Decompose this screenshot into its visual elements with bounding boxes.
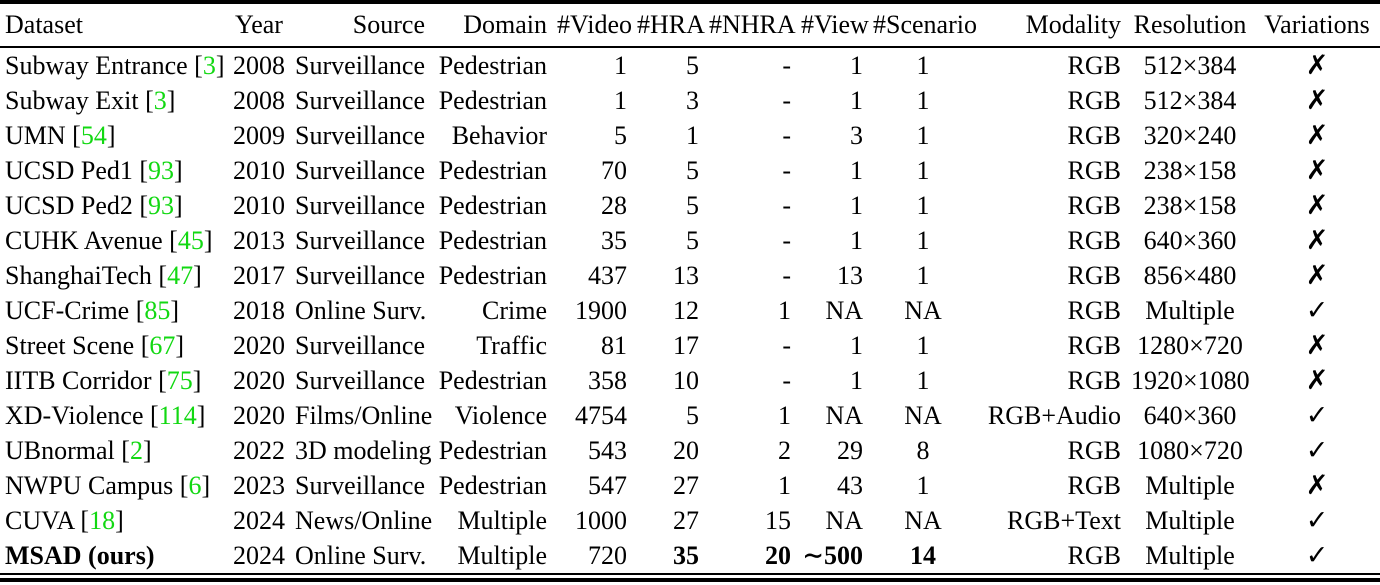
cell-resolution: Multiple — [1145, 470, 1235, 500]
cell-modality: RGB — [1067, 260, 1121, 290]
check-icon: ✓ — [1305, 400, 1329, 431]
cell-source: Surveillance — [295, 225, 425, 255]
cell-hra: 3 — [686, 85, 699, 115]
cell-video: 437 — [588, 260, 627, 290]
citation-link[interactable]: 75 — [166, 365, 193, 395]
cell-nhra: - — [782, 85, 791, 115]
cell-modality: RGB — [1067, 120, 1121, 150]
cell-dataset: ShanghaiTech [47] — [5, 260, 202, 290]
table-row — [0, 398, 1380, 433]
citation-link[interactable]: 2 — [129, 435, 143, 465]
cell-nhra: 15 — [765, 505, 791, 535]
cell-domain: Pedestrian — [438, 225, 547, 255]
cell-resolution: 856×480 — [1143, 260, 1237, 290]
cell-dataset: XD-Violence [114] — [5, 400, 206, 430]
cell-nhra: - — [782, 365, 791, 395]
cell-view: NA — [825, 400, 863, 430]
cell-dataset: IITB Corridor [75] — [5, 365, 202, 395]
dataset-name: Street Scene — [5, 330, 135, 360]
dataset-name: Subway Entrance — [5, 50, 188, 80]
cell-variations — [1254, 188, 1380, 223]
cell-variations — [1254, 118, 1380, 153]
citation-link[interactable]: 93 — [148, 190, 175, 220]
dataset-name: UBnormal — [5, 435, 115, 465]
check-icon: ✓ — [1305, 505, 1329, 536]
table-row — [0, 328, 1380, 363]
header-hra: #HRA — [632, 2, 704, 47]
table-body — [0, 47, 1380, 574]
cross-icon: ✗ — [1305, 260, 1329, 291]
cell-dataset: UCSD Ped2 [93] — [5, 190, 183, 220]
cross-icon: ✗ — [1305, 85, 1329, 116]
cell-hra: 5 — [686, 225, 699, 255]
cell-view: NA — [825, 505, 863, 535]
citation-link[interactable]: 6 — [188, 470, 202, 500]
cell-hra: 5 — [686, 155, 699, 185]
dataset-name: XD-Violence — [5, 400, 144, 430]
citation-link[interactable]: 3 — [202, 50, 216, 80]
cell-modality: RGB+Audio — [987, 400, 1121, 430]
cell-source: Online Surv. — [295, 540, 427, 570]
cell-domain: Multiple — [457, 540, 547, 570]
cell-domain: Pedestrian — [438, 435, 547, 465]
citation-link[interactable]: 47 — [167, 260, 194, 290]
dataset-name: UCF-Crime — [5, 295, 130, 325]
dataset-name: CUHK Avenue — [5, 225, 163, 255]
cell-video: 1 — [614, 85, 627, 115]
cross-icon: ✗ — [1305, 120, 1329, 151]
cell-source: Films/Online — [295, 400, 433, 430]
cell-scenario: 1 — [916, 190, 930, 220]
cell-nhra: 2 — [778, 435, 791, 465]
cell-year: 2008 — [233, 50, 285, 80]
citation-link[interactable]: 45 — [177, 225, 204, 255]
cell-source: Surveillance — [295, 85, 425, 115]
table-row — [0, 468, 1380, 503]
cell-hra: 27 — [673, 470, 699, 500]
cell-view: 43 — [837, 470, 863, 500]
cell-video: 35 — [601, 225, 627, 255]
cell-view: 3 — [850, 120, 863, 150]
cell-source: 3D modeling — [295, 435, 432, 465]
cell-resolution: Multiple — [1145, 295, 1235, 325]
cell-hra: 12 — [673, 295, 699, 325]
cell-dataset: Subway Entrance [3] — [5, 50, 225, 80]
cell-year: 2008 — [233, 85, 285, 115]
cell-year: 2013 — [233, 225, 285, 255]
cell-hra: 1 — [686, 120, 699, 150]
cell-resolution: 512×384 — [1143, 50, 1237, 80]
cell-resolution: 512×384 — [1143, 85, 1237, 115]
check-icon: ✓ — [1305, 435, 1329, 466]
cell-resolution: 640×360 — [1143, 225, 1237, 255]
header-variations: Variations — [1254, 2, 1380, 47]
cell-resolution: 640×360 — [1143, 400, 1237, 430]
header-modality: Modality — [978, 2, 1126, 47]
cell-variations — [1254, 328, 1380, 363]
cell-video: 5 — [614, 120, 627, 150]
cell-scenario: 1 — [916, 225, 930, 255]
cell-dataset: UCF-Crime [85] — [5, 295, 180, 325]
cell-variations — [1254, 47, 1380, 83]
cell-dataset: UBnormal [2] — [5, 435, 152, 465]
check-icon: ✓ — [1305, 540, 1329, 571]
cell-dataset: NWPU Campus [6] — [5, 470, 211, 500]
cell-hra: 17 — [673, 330, 699, 360]
cell-source: Surveillance — [295, 470, 425, 500]
cell-source: Surveillance — [295, 365, 425, 395]
cell-year: 2024 — [233, 540, 285, 570]
cell-variations — [1254, 223, 1380, 258]
cell-resolution: 1080×720 — [1137, 435, 1243, 465]
cell-dataset — [0, 538, 228, 574]
cell-resolution: 1920×1080 — [1131, 365, 1250, 395]
cell-nhra: 1 — [778, 470, 791, 500]
citation-link[interactable]: 18 — [89, 505, 116, 535]
cell-video: 70 — [601, 155, 627, 185]
cell-source: News/Online — [295, 505, 433, 535]
cell-video: 543 — [588, 435, 627, 465]
table-row — [0, 258, 1380, 293]
check-icon: ✓ — [1305, 295, 1329, 326]
cell-hra: 5 — [686, 50, 699, 80]
cell-year: 2022 — [233, 435, 285, 465]
cell-scenario: 1 — [916, 120, 930, 150]
dataset-name: UCSD Ped2 — [5, 190, 133, 220]
cell-year: 2024 — [233, 505, 285, 535]
cell-nhra: - — [782, 190, 791, 220]
cell-modality: RGB — [1067, 190, 1121, 220]
cell-year: 2020 — [233, 365, 285, 395]
cell-modality: RGB — [1067, 225, 1121, 255]
cell-video: 81 — [601, 330, 627, 360]
cross-icon: ✗ — [1305, 50, 1329, 81]
cell-dataset: UCSD Ped1 [93] — [5, 155, 183, 185]
cell-scenario: 1 — [916, 365, 930, 395]
cell-hra: 10 — [673, 365, 699, 395]
cell-domain: Pedestrian — [438, 155, 547, 185]
cell-variations — [1254, 293, 1380, 328]
cell-resolution: Multiple — [1145, 505, 1235, 535]
cell-video: 4754 — [575, 400, 627, 430]
cell-video: 547 — [588, 470, 627, 500]
cell-view: 29 — [837, 435, 863, 465]
cell-source: Surveillance — [295, 50, 425, 80]
cell-source: Surveillance — [295, 260, 425, 290]
header-resolution: Resolution — [1126, 2, 1254, 47]
cell-variations — [1254, 433, 1380, 468]
cell-view: 1 — [850, 365, 863, 395]
cell-nhra: 20 — [765, 540, 791, 570]
dataset-name: UMN — [5, 120, 66, 150]
table-row — [0, 118, 1380, 153]
dataset-name: IITB Corridor — [5, 365, 152, 395]
citation-link[interactable]: 114 — [158, 400, 197, 430]
citation-link[interactable]: 93 — [148, 155, 175, 185]
cell-variations — [1254, 153, 1380, 188]
cell-nhra: - — [782, 120, 791, 150]
cell-scenario: NA — [904, 400, 942, 430]
cell-dataset: CUVA [18] — [5, 505, 124, 535]
table-row — [0, 433, 1380, 468]
cell-scenario: 1 — [916, 330, 930, 360]
header-source: Source — [290, 2, 430, 47]
cell-view: 1 — [850, 225, 863, 255]
cell-variations — [1254, 468, 1380, 503]
cell-video: 1900 — [575, 295, 627, 325]
cell-variations — [1254, 258, 1380, 293]
header-view: #View — [796, 2, 868, 47]
cell-scenario: 1 — [916, 155, 930, 185]
cell-year: 2020 — [233, 330, 285, 360]
cell-video: 1000 — [575, 505, 627, 535]
cell-video: 28 — [601, 190, 627, 220]
cell-view: 1 — [850, 190, 863, 220]
cell-source: Surveillance — [295, 120, 425, 150]
header-row — [0, 2, 1380, 47]
cell-domain: Crime — [482, 295, 547, 325]
cross-icon: ✗ — [1305, 330, 1329, 361]
cell-source: Online Surv. — [295, 295, 427, 325]
cell-hra: 5 — [686, 400, 699, 430]
citation-link[interactable]: 54 — [80, 120, 107, 150]
header-nhra: #NHRA — [704, 2, 796, 47]
table-row — [0, 293, 1380, 328]
cell-scenario: 1 — [916, 50, 930, 80]
table-row — [0, 538, 1380, 574]
cell-variations — [1254, 503, 1380, 538]
header-year: Year — [228, 2, 290, 47]
table-row — [0, 83, 1380, 118]
cell-domain: Pedestrian — [438, 260, 547, 290]
cell-domain: Violence — [454, 400, 547, 430]
cell-view: 1 — [850, 155, 863, 185]
cross-icon: ✗ — [1305, 225, 1329, 256]
citation-link[interactable]: 67 — [149, 330, 176, 360]
citation-link[interactable]: 85 — [144, 295, 171, 325]
table-bottom-rule — [0, 578, 1380, 582]
cell-nhra: - — [782, 225, 791, 255]
cell-scenario: 1 — [916, 470, 930, 500]
cell-hra: 35 — [673, 540, 699, 570]
cell-resolution: 238×158 — [1143, 155, 1237, 185]
cell-dataset: UMN [54] — [5, 120, 116, 150]
cell-resolution: 320×240 — [1143, 120, 1237, 150]
cell-scenario: 14 — [910, 540, 936, 570]
cell-view: 1 — [850, 330, 863, 360]
cell-domain: Pedestrian — [438, 470, 547, 500]
cell-domain: Pedestrian — [438, 365, 547, 395]
cell-nhra: - — [782, 50, 791, 80]
cell-scenario: 1 — [916, 260, 930, 290]
table-row — [0, 153, 1380, 188]
cell-variations — [1254, 363, 1380, 398]
cell-domain: Traffic — [476, 330, 547, 360]
cell-variations — [1254, 398, 1380, 433]
dataset-name: MSAD (ours) — [5, 540, 155, 570]
cell-modality: RGB — [1067, 155, 1121, 185]
cell-video: 720 — [588, 540, 627, 570]
cell-view: 1 — [850, 85, 863, 115]
cross-icon: ✗ — [1305, 155, 1329, 186]
cross-icon: ✗ — [1305, 365, 1329, 396]
cell-scenario: NA — [904, 295, 942, 325]
cell-domain: Pedestrian — [438, 190, 547, 220]
header-video: #Video — [552, 2, 632, 47]
cell-domain: Behavior — [451, 120, 547, 150]
cell-modality: RGB — [1067, 330, 1121, 360]
header-scenario: #Scenario — [868, 2, 978, 47]
cell-domain: Pedestrian — [438, 50, 547, 80]
dataset-name: ShanghaiTech — [5, 260, 152, 290]
table-row — [0, 188, 1380, 223]
dataset-name: UCSD Ped1 — [5, 155, 133, 185]
cell-view: 1 — [850, 50, 863, 80]
cell-variations — [1254, 538, 1380, 574]
table-row — [0, 223, 1380, 258]
cell-source: Surveillance — [295, 155, 425, 185]
cell-hra: 13 — [673, 260, 699, 290]
header-domain: Domain — [430, 2, 552, 47]
cell-nhra: 1 — [778, 400, 791, 430]
cell-year: 2010 — [233, 155, 285, 185]
cell-dataset: Subway Exit [3] — [5, 85, 176, 115]
cell-nhra: - — [782, 330, 791, 360]
cross-icon: ✗ — [1305, 190, 1329, 221]
cell-source: Surveillance — [295, 330, 425, 360]
cell-modality: RGB+Text — [1007, 505, 1121, 535]
cell-modality: RGB — [1067, 470, 1121, 500]
dataset-name: CUVA — [5, 505, 74, 535]
dataset-name: Subway Exit — [5, 85, 139, 115]
cell-hra: 20 — [673, 435, 699, 465]
cell-year: 2018 — [233, 295, 285, 325]
table-row — [0, 47, 1380, 83]
cell-modality: RGB — [1067, 85, 1121, 115]
cross-icon: ✗ — [1305, 470, 1329, 501]
cell-variations — [1254, 83, 1380, 118]
cell-modality: RGB — [1067, 365, 1121, 395]
cell-nhra: - — [782, 260, 791, 290]
cell-view: ∼500 — [802, 540, 863, 570]
cell-video: 1 — [614, 50, 627, 80]
cell-scenario: 1 — [916, 85, 930, 115]
cell-dataset: Street Scene [67] — [5, 330, 185, 360]
cell-resolution: 1280×720 — [1137, 330, 1243, 360]
cell-modality: RGB — [1067, 295, 1121, 325]
cell-year: 2010 — [233, 190, 285, 220]
cell-hra: 27 — [673, 505, 699, 535]
cell-domain: Pedestrian — [438, 85, 547, 115]
cell-view: NA — [825, 295, 863, 325]
cell-modality: RGB — [1067, 540, 1121, 570]
cell-year: 2009 — [233, 120, 285, 150]
cell-year: 2017 — [233, 260, 285, 290]
table-row — [0, 363, 1380, 398]
cell-scenario: NA — [904, 505, 942, 535]
cell-source: Surveillance — [295, 190, 425, 220]
cell-nhra: 1 — [778, 295, 791, 325]
cell-modality: RGB — [1067, 50, 1121, 80]
citation-link[interactable]: 3 — [153, 85, 167, 115]
cell-modality: RGB — [1067, 435, 1121, 465]
table-row — [0, 503, 1380, 538]
dataset-name: NWPU Campus — [5, 470, 174, 500]
cell-dataset: CUHK Avenue [45] — [5, 225, 213, 255]
cell-year: 2020 — [233, 400, 285, 430]
cell-resolution: 238×158 — [1143, 190, 1237, 220]
header-dataset: Dataset — [0, 2, 228, 47]
cell-hra: 5 — [686, 190, 699, 220]
cell-view: 13 — [837, 260, 863, 290]
cell-scenario: 8 — [916, 435, 930, 465]
cell-resolution: Multiple — [1145, 540, 1235, 570]
cell-nhra: - — [782, 155, 791, 185]
cell-domain: Multiple — [457, 505, 547, 535]
cell-year: 2023 — [233, 470, 285, 500]
cell-video: 358 — [588, 365, 627, 395]
